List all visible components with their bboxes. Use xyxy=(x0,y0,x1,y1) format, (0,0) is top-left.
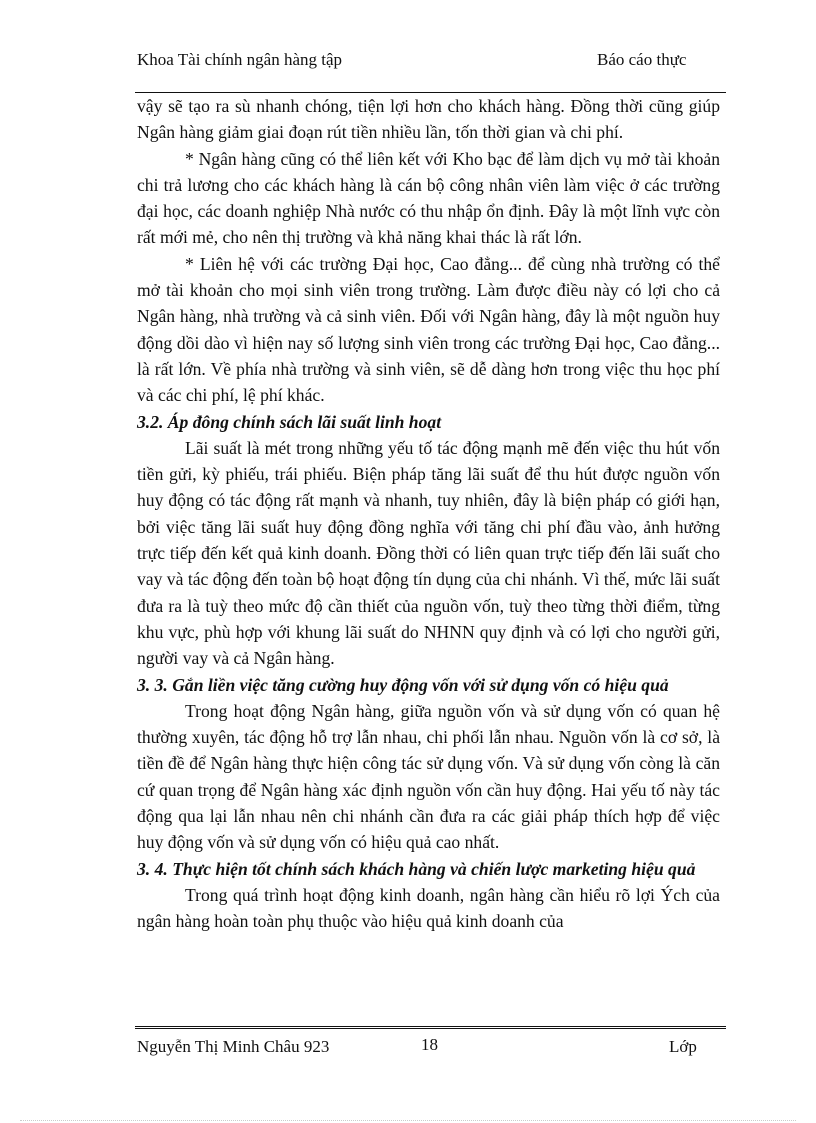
paragraph-3: * Liên hệ với các trường Đại học, Cao đẳng... để cùng nhà trường có thể mở tài khoản cho mọi sinh viên trong trường. Làm được điều này có lợi cho cả Ngân hàng, nhà trường và cả sinh viên. Đối với Ngân hàng, đây là một nguồn huy động dồi dào vì hiện nay số lượng sinh viên trong các trường Đại học, Cao đẳng... là rất lớn. Về phía nhà trường và sinh viên, sẽ dễ dàng hơn trong việc thu học phí và các chi phí, lệ phí khác. xyxy=(137,253,720,406)
section-heading-3-2: 3.2. Áp đông chính sách lãi suất linh hoạt xyxy=(137,411,442,432)
paragraph-6: Trong quá trình hoạt động kinh doanh, ngân hàng cần hiểu rõ lợi Ých của ngân hàng hoàn toàn phụ thuộc vào hiệu quả kinh doanh của xyxy=(137,884,720,932)
page-number: 18 xyxy=(421,1035,438,1054)
footer-class: Lớp xyxy=(669,1037,697,1056)
header-faculty: Khoa Tài chính ngân hàng tập xyxy=(137,50,343,69)
page-bottom-border xyxy=(20,1120,796,1121)
footer-rule xyxy=(135,1026,726,1029)
footer-author: Nguyễn Thị Minh Châu 923 xyxy=(137,1037,330,1056)
section-heading-3-4: 3. 4. Thực hiện tốt chính sách khách hàng và chiến lược marketing hiệu quả xyxy=(137,858,696,879)
header-report-title: Báo cáo thực xyxy=(597,50,687,69)
paragraph-5: Trong hoạt động Ngân hàng, giữa nguồn vốn và sử dụng vốn có quan hệ thường xuyên, tác động hỗ trợ lẫn nhau, chi phối lẫn nhau. Nguồn vốn là cơ sở, là tiền đề để Ngân hàng thực hiện công tác sử dụng vốn. Và sử dụng vốn còng là căn cứ quan trọng để Ngân hàng xác định nguồn vốn cần huy động. Hai yếu tố này tác động qua lại lẫn nhau nên chi nhánh cần đưa ra các giải pháp thích hợp để việc huy động vốn và sử dụng vốn có hiệu quả cao nhất. xyxy=(137,700,720,853)
paragraph-1: vậy sẽ tạo ra sù nhanh chóng, tiện lợi hơn cho khách hàng. Đồng thời cũng giúp Ngân hàng giảm giai đoạn rút tiền nhiều lần, tốn thời gian và chi phí. xyxy=(137,96,720,143)
section-heading-3-3: 3. 3. Gắn liền việc tăng cường huy động vốn với sử dụng vốn có hiệu quả xyxy=(137,674,669,695)
page-body xyxy=(137,93,720,935)
paragraph-4: Lãi suất là mét trong những yếu tố tác động mạnh mẽ đến việc thu hút vốn tiền gửi, kỳ phiếu, trái phiếu. Biện pháp tăng lãi suất để thu hút được nguồn vốn huy động có tác động rất mạnh và nhanh, tuy nhiên, đây là biện pháp có giới hạn, bởi việc tăng lãi suất huy động đồng nghĩa với tăng chi phí đầu vào, ảnh hưởng trực tiếp đến kết quả kinh doanh. Đồng thời có liên quan trực tiếp đến lãi suất cho vay và tác động đến toàn bộ hoạt động tín dụng của chi nhánh. Vì thế, mức lãi suất đưa ra là tuỳ theo mức độ cần thiết của nguồn vốn, tuỳ theo từng thời điểm, từng khu vực, phù hợp với khung lãi suất do NHNN quy định và có lợi cho người gửi, người vay và cả Ngân hàng. xyxy=(137,437,720,669)
paragraph-2: * Ngân hàng cũng có thể liên kết với Kho bạc để làm dịch vụ mở tài khoản chi trả lương cho các khách hàng là cán bộ công nhân viên làm việc ở các trường đại học, các doanh nghiệp Nhà nước có thu nhập ổn định. Đây là một lĩnh vực còn rất mới mẻ, cho nên thị trường và khả năng khai thác là rất lớn. xyxy=(137,148,720,248)
